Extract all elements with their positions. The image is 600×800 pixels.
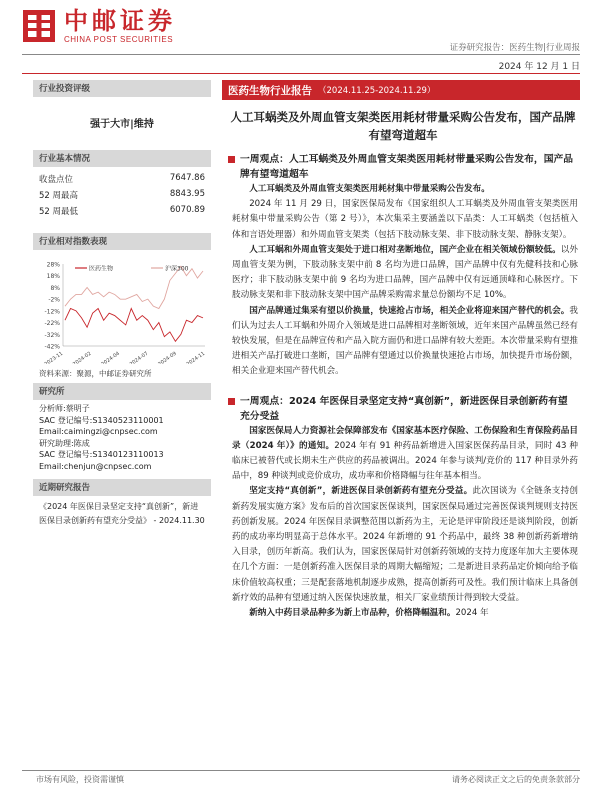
paragraph bbox=[232, 606, 578, 621]
recent-report-link[interactable]: 《2024 年医保目录坚定支持“真创新”，新进医保目录创新药有望充分受益》 - 2024.11.30 bbox=[39, 502, 205, 525]
para-body: 2024 年有 91 种药品新增进入国家医保药品目录，同时 43 种临床已被替代或长期未生产供应的药品被调出。2024 年参与谈判/竞价的 117 种目录外药品中，89 种谈判或竞价成功，成功率和价格降幅与往年基本相当。 bbox=[232, 440, 578, 482]
x-tick-label: 2023-11 bbox=[43, 350, 65, 364]
footer-disclaimer: 请务必阅读正文之后的免责条款部分 bbox=[452, 775, 580, 784]
y-tick-label: -42% bbox=[44, 343, 60, 351]
report-headline: 人工耳蜗类及外周血管支架类医用耗材带量采购公告发布，国产品牌有望弯道超车 bbox=[230, 110, 576, 142]
para-lead: 国产品牌通过集采有望以价换量，快速抢占市场，相关企业将迎来国产替代的机会。 bbox=[249, 305, 570, 316]
report-title-bar bbox=[222, 80, 580, 100]
analyst-info bbox=[33, 400, 211, 475]
basic-section-title: 行业基本情况 bbox=[33, 150, 211, 167]
rating-section-title: 行业投资评级 bbox=[33, 80, 211, 97]
relative-index-chart bbox=[33, 254, 211, 364]
x-tick-label: 2024-02 bbox=[71, 350, 93, 364]
y-tick-label: -32% bbox=[44, 331, 60, 339]
x-tick-label: 2024-07 bbox=[128, 350, 150, 364]
chart-source: 资料来源：聚源，中邮证券研究所 bbox=[39, 369, 152, 378]
analyst-line[interactable]: Email:chenjun@cnpsec.com bbox=[39, 461, 152, 471]
left-sidebar bbox=[33, 80, 211, 532]
section-heading-1: 一周观点：人工耳蜗类及外周血管支架类医用耗材带量采购公告发布，国产品牌有望弯道超车 bbox=[228, 152, 576, 182]
analyst-line: SAC 登记编号:S1340123110013 bbox=[39, 450, 164, 459]
breadcrumb: 证券研究报告：医药生物|行业周报 bbox=[449, 43, 580, 53]
info-label: 52 周最低 bbox=[39, 207, 79, 217]
investment-rating: 强于大市|维持 bbox=[90, 119, 154, 130]
chart-section-title: 行业相对指数表现 bbox=[33, 233, 211, 250]
y-tick-label: -22% bbox=[44, 320, 60, 328]
y-tick-label: -2% bbox=[48, 296, 60, 304]
main-content bbox=[222, 80, 580, 621]
series-line-0 bbox=[65, 309, 203, 342]
para-lead: 坚定支持“真创新”，新进医保目录创新药有望充分受益。 bbox=[249, 486, 473, 497]
x-tick-label: 2024-04 bbox=[100, 350, 121, 364]
para-body: 我们认为过去人工耳蜗和外周介入领域是进口品牌相对垄断领域，近年来国产品牌虽然已经有较快发展，但是在品牌宣传和产品入院方面仍和进口品牌有较大差距。本次带量采购有望推进相关产品打破进口垄断，国产品牌有望通过以价换量快速抢占市场，加快提升市场份额，相关企业迎来国产替代机会。 bbox=[232, 305, 578, 377]
para-body: 此次国谈为《全链条支持创新药发展实施方案》发布后的首次国家医保谈判，国家医保局通过完善医保谈判规则支持医药创新发展。2024 年医保目录调整范围以新药为主，无论是评审阶段还是谈判阶段，创新药的成功率均明显高于总体水平。2024 年新增的 91 个药品中，最终 38 种创新药新增纳入目录，创历年新高。我们认为，国家医保局针对创新药领域的支持力度逐年加大主要体现在几个方面：一是创新药准入医保目录的周期大幅缩短；二是新进目录药品定价倾向给予临床价值较高权重；三是配套落地机制逐步成熟，提高创新药可及性。我们预计临床上具备创新疗效的品种有望通过纳入医保快速放量，相关厂家业绩预计得到较大受益。 bbox=[232, 486, 578, 603]
legend-label: 医药生物 bbox=[89, 265, 114, 273]
info-row-close bbox=[33, 171, 211, 187]
info-value: 8843.95 bbox=[169, 189, 205, 199]
paragraph bbox=[232, 484, 578, 606]
section-label: 医药生物行业报告 bbox=[228, 84, 312, 97]
para-lead: 人工耳蜗和外周血管支架处于进口相对垄断地位，国产企业在相关领域份额较低。 bbox=[249, 244, 561, 255]
analyst-line: 研究助理:陈成 bbox=[39, 438, 90, 448]
info-label: 收盘点位 bbox=[39, 175, 74, 185]
basic-info-table bbox=[33, 171, 211, 219]
para-lead: 人工耳蜗类及外周血管支架类医用耗材集中带量采购公告发布。 bbox=[249, 184, 490, 194]
info-value: 6070.89 bbox=[169, 205, 205, 215]
info-value: 7647.86 bbox=[169, 173, 205, 183]
header-divider bbox=[22, 54, 580, 55]
section-heading-2: 一周观点：2024 年医保目录坚定支持“真创新”，新进医保目录创新药有望充分受益 bbox=[228, 394, 576, 424]
analyst-line[interactable]: Email:caimingzi@cnpsec.com bbox=[39, 427, 158, 436]
para-lead: 国家医保局人力资源社会保障部发布《国家基本医疗保险、工伤保险和生育保险药品目录（2024 年）》的通知。 bbox=[232, 425, 578, 451]
x-tick-label: 2024-09 bbox=[157, 350, 178, 364]
logo-en-text: CHINA POST SECURITIES bbox=[64, 35, 174, 44]
analyst-line: 分析师:蔡明子 bbox=[39, 404, 90, 413]
para-body: 2024 年 bbox=[455, 608, 489, 619]
info-label: 52 周最高 bbox=[39, 191, 79, 201]
y-tick-label: 28% bbox=[46, 261, 60, 269]
y-tick-label: 8% bbox=[50, 284, 60, 292]
paragraph bbox=[232, 182, 578, 197]
paragraph: 2024 年 11 月 29 日，国家医保局发布《国家组织人工耳蜗类及外周血管支架类医用耗材集中带量采购公告（第 2 号）》，本次集采主要涵盖以下品类：人工耳蜗类（包括植入体和言语处理器）和外周血管支架类（包括下肢动脉支架、非下肢动脉支架、静脉支架）。 bbox=[232, 199, 578, 240]
paragraph bbox=[232, 243, 578, 304]
chart-svg bbox=[33, 254, 211, 364]
analyst-section-title: 研究所 bbox=[33, 383, 211, 400]
company-logo bbox=[22, 8, 176, 44]
series-line-1 bbox=[65, 266, 203, 308]
logo-mark-icon bbox=[22, 9, 56, 43]
paragraph bbox=[232, 304, 578, 380]
para-lead: 新纳入中药目录品种多为新上市品种，价格降幅温和。 bbox=[249, 608, 456, 619]
legend-label: 沪深300 bbox=[165, 265, 189, 273]
recent-section-title: 近期研究报告 bbox=[33, 479, 211, 496]
info-row-low bbox=[33, 203, 211, 219]
y-tick-label: 18% bbox=[46, 273, 60, 281]
date-divider bbox=[22, 73, 580, 74]
info-row-high bbox=[33, 187, 211, 203]
logo-cn-text: 中邮证券 bbox=[64, 6, 176, 35]
y-tick-label: -12% bbox=[44, 308, 60, 316]
report-period: （2024.11.25-2024.11.29） bbox=[318, 86, 436, 96]
footer-divider bbox=[22, 770, 580, 771]
footer-risk-note: 市场有风险，投资需谨慎 bbox=[36, 775, 124, 784]
para-body: 以外周血管支架为例，下肢动脉支架中前 8 名均为进口品牌，国产品牌中仅有先健科技和心脉医疗；非下肢动脉支架中前 9 名均为进口品牌，国产品牌中仅有远通顶峰和心脉医疗。下肢动脉支架和非下肢动脉支架中国产品牌采购需求量总份额均不足 10%。 bbox=[232, 244, 578, 301]
report-date: 2024 年 12 月 1 日 bbox=[498, 62, 580, 72]
paragraph bbox=[232, 424, 578, 485]
analyst-line: SAC 登记编号:S1340523110001 bbox=[39, 415, 164, 425]
x-tick-label: 2024-11 bbox=[185, 350, 207, 364]
